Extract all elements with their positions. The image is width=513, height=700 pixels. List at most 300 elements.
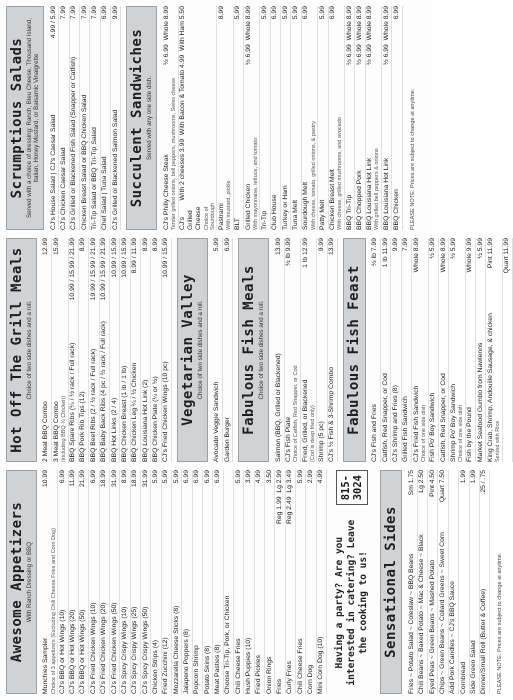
menu-item [79,238,89,462]
menu-item-name-block [429,262,437,462]
menu-item-price: ½ 6.99 Whole 8.99 [162,6,170,65]
menu-item-name-block [307,486,315,694]
menu-item-name-block [329,22,343,230]
appetizers-banner [6,470,37,694]
menu-item-name: Chili Cheese Fries [234,638,242,694]
menu-item-name: Chef Salad | Tuna Salad [101,156,109,230]
menu-item-name: BBQ Louisiana Hot Link [366,157,374,230]
menu-item-price: 6.99 [89,470,97,484]
menu-item-name: BBQ Chicken Breast (1 lb / 1 lb) [120,365,128,462]
menu-item-description: Choice of 3 appetizers (Excluding Chili Cheese Fries and Corn Dog) [50,528,57,694]
menu-item-price: 31.99 [110,470,118,488]
menu-item [459,470,469,694]
menu-item-price: 7.99 [80,6,88,20]
sides-note: PLEASE NOTE: Prices are subject to change at anytime. [497,552,504,694]
menu-item-description: With grilled bell peppers & onions [374,148,381,230]
menu-item [151,238,161,462]
menu-item-price: 8.99 / 11.99 [131,238,139,274]
menu-column-3 [6,6,426,230]
menu-item-name: Market Seafood Gumbo from Nawlenns [476,342,484,462]
menu-item [42,238,52,462]
menu-item-name-block [90,303,98,462]
menu-item [141,470,151,694]
menu-item [429,238,439,462]
menu-item-name: Garden Burger [223,417,231,462]
menu-item-name-block [392,254,400,462]
menu-item-price: 8.99 [120,470,128,484]
menu-item-name-block [282,22,290,230]
menu-item-name: Fries ~ Potato Salad ~ Coleslaw ~ BBQ Beans [408,553,416,694]
menu-item-name: CJ's Fried Chicken Wings (10) [89,602,97,694]
menu-item-price: 5.99 [234,6,242,20]
menu-item-name: BBQ Chicken Plate (¼ or ½) [151,376,159,462]
menu-item-name-block [142,490,150,694]
menu-item-name-block [193,486,201,694]
menu-item [355,6,365,230]
menu-item [345,6,355,230]
menu-item [412,238,428,462]
menu-item-price: 15.99 [52,238,60,256]
menu-item-price: Pint 4.50 [428,470,436,497]
menu-item [302,6,318,230]
menu-item-name: Tri-Tip Salad or BBQ Tri-Tip Salad [90,127,98,230]
menu-item-price: 5.99 [162,470,170,484]
menu-item [391,238,401,462]
menu-item-name-block [466,275,474,462]
sides-title: Sensational Sides [382,506,399,658]
menu-item-price: 9.99 [392,238,400,252]
menu-item-description: With mayonnaise, lettuce, and tomato [252,137,259,230]
menu-item [131,238,141,462]
menu-item-name: Pastrami [217,203,225,230]
menu-item [120,238,130,462]
menu-item-price: 5.99 [296,470,304,484]
menu-item-name: Eyed Peas ~ Green Beans ~ Mashed Potato [428,559,436,694]
menu-item [100,470,110,694]
catering-promo [334,470,370,694]
menu-item [49,6,59,230]
menu-item-price: ½ 6.99 Whole 8.99 [382,6,390,65]
menu-item [480,470,490,694]
fish-list [274,238,338,462]
menu-item-price: ½ lb 7.99 [371,238,379,266]
menu-item [418,470,428,694]
menu-item-price: 13.99 [328,238,336,256]
menu-item-name: Fried, Grilled, or Blackened [301,379,309,462]
menu-item-name: Catfish, Red Snapper, or Cod [381,373,389,462]
menu-item-name: BBQ Louisiana Hot Link (2) [141,379,149,462]
menu-item-name-block [163,68,177,230]
menu-item [371,238,381,462]
menu-item [213,470,223,694]
menu-item-name-block [292,22,300,230]
veg-subtitle: Choice of two side dishes and a roll. [196,300,204,400]
menu-item-name: Fried Pickles [255,655,263,694]
menu-item [317,470,327,694]
menu-item-description: Choice of one side dish [458,404,464,462]
menu-item-name: Munchies Sampler [42,637,50,694]
menu-item-price: 12.99 [42,238,50,256]
menu-item-name-block [255,486,263,694]
menu-item-name-block [449,473,457,694]
menu-item-name: Chicken Breast Melt [329,169,337,230]
menu-item-name: CJ's Grilled or Blackened Salmon Salad [111,109,119,230]
menu-item-name-block [183,486,191,694]
menu-item-name-block [214,486,222,694]
menu-item-name: CJ's Chicken Caesar Salad [59,147,67,230]
menu-item-name: CJ's Grilled or Blackened Fish Salad (Snapper or Catfish) [70,56,78,230]
menu-item [131,470,141,694]
menu-item-price: 5.99 [151,470,159,484]
menu-item-description: With cheese, grilled mushrooms, and avocado [337,117,344,230]
menu-item-name: Mozzarella Cheese Sticks (8) [172,605,180,694]
menu-item-name-block [235,486,243,694]
menu-item-name-block [402,254,410,462]
menu-item-name: Fried Zucchini (12) [162,637,170,694]
menu-item-name: 2 Meat BBQ Combo [42,401,50,462]
menu-item [329,6,345,230]
menu-item-price: 18.99 [131,470,139,488]
menu-item-price: 7.99 [402,238,410,252]
menu-item-name-block [429,500,437,694]
menu-item-name-block [477,262,485,462]
menu-item-name: Fish Po' Boy Sandwich [429,392,437,462]
menu-item-name-block [408,498,416,694]
menu-item-name: BBQ Baby Back Ribs (4 pc / ½ rack / Full rack) [100,321,108,462]
menu-item [503,238,513,462]
menu-item [407,470,417,694]
menu-item-price: 10.99 / 15.99 / 21.99 [100,238,108,301]
menu-item-name: Avocado Veggie Sandwich [213,381,221,462]
menu-item-description: (including BBQ ½ Chicken) [60,395,67,462]
sandwiches-banner [126,6,157,230]
menu-item [69,238,79,462]
menu-item-price: 6.99 [182,470,190,484]
menu-item [110,238,120,462]
menu-item-name: Corn Dog [307,664,315,694]
menu-item [80,6,90,230]
menu-item [69,470,79,694]
menu-item [151,470,161,694]
menu-item [213,238,223,462]
menu-item-name-block [366,68,380,230]
menu-item-name: Turkey or Ham [281,185,289,230]
menu-item [42,470,58,694]
appetizers-list [42,470,327,694]
menu-item-name: BBQ Spare Ribs (¼ / ½ rack / Full rack) [69,342,77,462]
menu-item-price: Lg 2.50 [418,470,426,493]
menu-item-price: Whole 8.99 [439,238,447,273]
menu-item [182,470,192,694]
menu-item-name-block [111,281,119,462]
menu-item-name-block [42,258,50,462]
menu-item [224,470,234,694]
menu-item-name: CJ's Fish and Fries [371,404,379,462]
menu-item-name: Popcorn Shrimp [193,645,201,694]
menu-item-price: ½ 5.99 [429,238,437,259]
appetizers-title: Awesome Appetizers [9,501,25,663]
feast-title: Fabulous Fish Feast [346,265,363,435]
menu-item [217,6,233,230]
menu-item-price: ½ 6.99 Whole 8.99 [366,6,374,65]
menu-item-name-block [42,490,56,694]
menu-item-name-block [179,203,216,230]
menu-item-price: 10.99 [42,470,50,488]
menu-item-name-block [276,527,284,694]
menu-item [179,6,218,230]
sides-list [407,470,490,694]
menu-item-name-block [302,271,316,462]
menu-item-price: 8.99 [141,238,149,252]
menu-item [281,6,291,230]
menu-item [141,238,151,462]
menu-item [244,470,254,694]
menu-item-price: 31.99 [141,470,149,488]
menu-item-name: BBQ Chicken Leg ¼ / ½ Chicken [131,362,139,462]
menu-item-price: 6.99 [392,6,400,20]
menu-item [162,238,172,462]
menu-item [449,238,465,462]
menu-item-name-block [90,486,98,694]
menu-item-name: CJ's BBQ or Hot Wings (10) [58,609,66,694]
menu-item-name: BBQ Hot Links (2 / 4) [110,397,118,462]
salads-list [49,6,121,230]
menu-column-2 [6,238,511,462]
menu-item-name: Meat Pasties (8) [213,644,221,694]
menu-column-1 [6,470,504,694]
menu-item-description: Tender grilled onions, bell peppers, mushrooms, Swiss cheese [170,77,177,230]
menu-item [449,470,459,694]
sandwiches-title: Succulent Sandwiches [129,28,146,208]
menu-item-price: ½ lb 9.99 [285,238,293,266]
feast-list [371,238,513,462]
menu-item-name: Fries [276,678,284,694]
menu-item [318,6,328,230]
menu-item-price: 10.99 / 15.99 [120,238,128,278]
menu-item [234,6,244,230]
menu-item [70,6,80,230]
menu-item [244,6,260,230]
menu-item-name-block [439,505,447,694]
menu-item-name-block [69,303,77,462]
menu-item-name: CJ's Fish Plate [285,416,293,462]
menu-item-name-block [112,22,120,230]
menu-item-price: 21.99 [79,470,87,488]
menu-item-name-block [487,271,501,462]
menu-item-name: Shrimp Po' Boy Sandwich [449,384,457,462]
menu-item [265,470,275,694]
menu-item-name-block [266,486,274,694]
menu-item-price: 8.99 [79,238,87,252]
menu-item [328,238,338,462]
menu-item-name-block [319,22,327,230]
menu-item [285,238,301,462]
feast-banner [343,238,366,462]
menu-item-name: Onion Rings [265,656,273,694]
menu-item-price: 1 lb 11.99 [381,238,389,268]
menu-item-name-block [275,258,283,462]
menu-item-name: Tri-Tip [261,210,269,230]
menu-item-name: Chili Beans ~ Baked Potato ~ Mac & Cheese ~ Black [418,534,426,694]
menu-item-name: CJ's BBQ or Hot Wings (20) [69,609,77,694]
menu-item [234,470,244,694]
menu-item-name-block [245,486,253,694]
menu-item [286,470,296,694]
menu-item-price: 2.99 [307,470,315,484]
menu-item-name-block [318,254,326,462]
menu-item-name: CJ's BBQ or Hot Wings (50) [79,609,87,694]
menu-item [392,6,402,230]
menu-item-price: 10.99 / 15.99 [110,238,118,278]
menu-item-name-block [100,303,108,462]
menu-item-name-block [285,269,299,462]
menu-item-name-block [297,486,305,694]
menu-item-name-block [162,281,170,462]
menu-item-price: Pint 11.99 [486,238,494,269]
menu-item-name-block [50,41,58,230]
menu-item [274,238,284,462]
menu-item-name-block [393,22,401,230]
menu-item-price: Quart 7.50 [439,470,447,503]
menu-item [162,6,178,230]
menu-item-name: Hush Puppies (10) [244,637,252,694]
menu-item-price: 5.99 [318,6,326,20]
menu-item-name: Chicken Breast Salad or BBQ Chicken Salad [80,94,88,230]
menu-item-name: CJ's Fried Chicken Wings (20) [100,602,108,694]
menu-item-name: Salmon (BBQ, Grilled or Blackened) [274,353,282,462]
menu-item [260,6,270,230]
menu-item-name: CJ's Fried Chicken Wings (10 pc) [162,361,170,462]
menu-item-name-block [450,262,464,462]
menu-item-description: Choice of Catfish, Red Snapper, or Cod [293,365,300,462]
menu-item-name: BBQ Tri-Tip [345,194,353,230]
menu-item-name-block [53,258,67,462]
menu-item-price: ½ 5.99 [449,238,457,259]
menu-item-name-block [91,22,99,230]
menu-item [255,470,265,694]
menu-item-price: ½ 6.99 Whole 8.99 [345,6,353,65]
menu-item-name-block [60,22,68,230]
menu-item-name: 3 Meat BBQ Combo [52,401,60,462]
menu-item-price: Whole 9.99 [466,238,474,273]
menu-item-price: 6.99 [223,238,231,252]
menu-item-name: Fish by the Pound [466,407,474,462]
menu-item-description: With mustard, pickle [226,180,233,230]
catering-question: Having a party? Are you interested in catering? Leave the cooking to us! [334,519,369,686]
menu-item-price: Sm 1.75 [408,470,416,496]
menu-item-price: 5.99 [213,238,221,252]
menu-item [439,238,449,462]
menu-item [476,238,486,462]
menu-item-price: 3.50 [265,470,273,484]
menu-item [100,238,110,462]
menu-item-name-block [218,22,232,230]
menu-item-name-block [81,22,89,230]
menu-item [223,238,233,462]
menu-item [296,470,306,694]
menu-item [366,6,382,230]
menu-item [470,470,480,694]
menu-item-name: BBQ Pork Rib Tips (12) [79,391,87,462]
menu-item-price: 10.99 / 15.99 / 21.99 [69,238,77,301]
menu-item-name-block [131,276,139,462]
menu-item-name: Jalapeno Poppers (8) [182,629,190,694]
menu-item-price: 6.99 [58,470,66,484]
menu-item-name-block [101,22,109,230]
menu-item-name: Club House [271,194,279,230]
menu-item-price: 9.99 [111,6,119,20]
menu-item [59,6,69,230]
menu-item-price: ½ 6.99 Whole 8.99 [244,6,252,65]
menu-item-name-block [162,486,170,694]
menu-item-name: Patty Melt [318,199,326,230]
menu-item [193,470,203,694]
menu-item [89,238,99,462]
menu-item [438,470,448,694]
menu-item-price: 4.99 / 5.99 [49,6,57,39]
sandwiches-list [162,6,403,230]
menu-item-name: Chicken Strips (4) [151,639,159,694]
menu-item-price: 7.99 [59,6,67,20]
menu-item [317,238,327,462]
menu-item-name: Dinner/Small Roll (Butter & Coffee) [480,588,488,694]
menu-item-name: CJ's Shrimp and Fries (8) [392,385,400,462]
menu-item [382,6,392,230]
menu-item-price: .25 / .75 [480,470,488,495]
menu-item [271,6,281,230]
menu-item-name: Sourdough Melt [302,182,310,230]
menu-item [291,6,301,230]
menu-item-name: Grilled Fish Sandwich [402,396,410,462]
menu-item [466,238,476,462]
menu-item-name-block [224,473,232,694]
menu-item-price: 6.99 [329,6,337,20]
menu-item [275,470,285,694]
menu-item-name-block [440,275,448,462]
menu-item [402,238,412,462]
menu-item-name-block [173,486,181,694]
menu-item-name-block [79,254,87,462]
menu-item [89,470,99,694]
menu-item-price: 9.99 [318,238,326,252]
menu-item-name-block [271,22,279,230]
menu-item-name-block [371,269,379,462]
menu-item-description: Choice of one side dish [420,404,427,462]
menu-item-name-block [111,490,119,694]
menu-item-description: (Cod is deep fried only) [309,405,316,462]
menu-item-price: Reg 2.49 Lg 3.49 [286,470,294,525]
catering-phone: 815-3024 [336,470,368,505]
menu-item-name: Cornbread [459,661,467,694]
menu-item-name-block [131,490,139,694]
menu-item [162,470,172,694]
menu-item-name-block [286,527,294,694]
grill-banner [6,238,37,462]
menu-item-name-block [356,68,364,230]
menu-item-price: 5.99 [234,470,242,484]
menu-item-name-block [213,254,221,462]
menu-item-name: BBQ Chopped Pork [355,170,363,230]
menu-item-description: Choice of Sourdough [203,203,216,230]
menu-item [306,470,316,694]
menu-item-description: With cheese, tomato, grilled onions, & pastry [310,121,317,230]
menu-item-name: BLT [234,218,242,230]
menu-item-name-block [224,254,232,462]
menu-item [110,470,120,694]
menu-item-name-block [70,22,78,230]
menu-item [52,238,68,462]
veg-title: Vegetarian Valley [179,274,196,426]
